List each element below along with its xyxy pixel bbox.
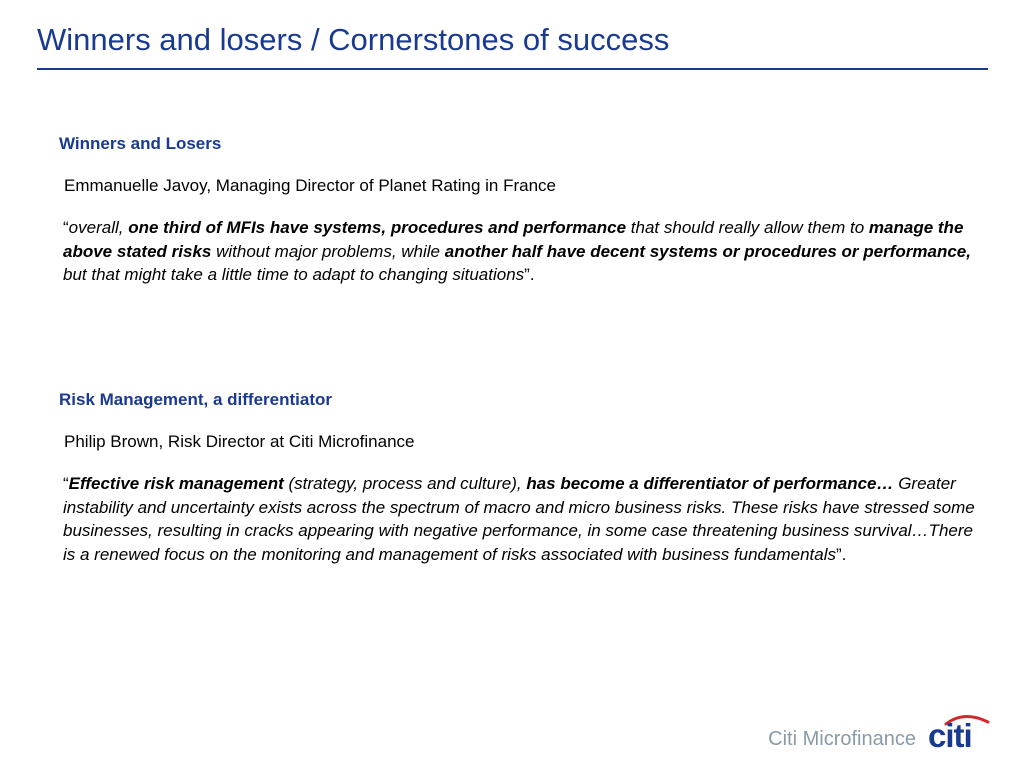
quote-text: without major problems, while (211, 241, 445, 261)
page-title: Winners and losers / Cornerstones of success (37, 22, 670, 57)
quote-emphasis: manage the above stated risks (63, 218, 964, 261)
quote-text: that should really allow them to (626, 218, 869, 237)
quote-attribution-javoy: Emmanuelle Javoy, Managing Director of Planet Rating in France (64, 176, 556, 195)
footer-branding (768, 710, 992, 750)
section-heading-risk-management: Risk Management, a differentiator (59, 390, 333, 409)
quote-emphasis: has become a differentiator of performance… (526, 474, 894, 493)
title-divider (37, 68, 988, 70)
section-heading-winners-losers: Winners and Losers (59, 134, 222, 153)
quote-emphasis: one third of MFIs have systems, procedures and performance (128, 218, 627, 237)
quote-text: but that might take a little time to adapt to changing situations (63, 265, 525, 284)
quote-open-mark: “ (63, 218, 69, 237)
quote-close-mark: ”. (836, 544, 847, 564)
quote-text: Greater instability and uncertainty exists across the spectrum of macro and micro business risks. These risks have stressed some businesses, resulting in cracks appearing with negative performance, in some case threatening business survival…There is a renewed focus on the monitoring and management of risks associated with business fundamentals (63, 474, 975, 564)
citi-logo-icon (928, 710, 992, 750)
quote-emphasis: Effective risk management (68, 474, 284, 493)
quote-text: overall, (68, 218, 129, 237)
quote-close-mark: ”. (524, 265, 535, 284)
quote-text: (strategy, process and culture), (283, 474, 527, 493)
footer-text: Citi Microfinance (768, 728, 916, 750)
quote-javoy (63, 216, 988, 287)
citi-logo-text: citi (928, 717, 972, 750)
quote-open-mark: “ (63, 474, 69, 493)
quote-emphasis: another half have decent systems or procedures or performance, (444, 241, 971, 261)
quote-brown (63, 472, 988, 566)
quote-attribution-brown: Philip Brown, Risk Director at Citi Microfinance (64, 432, 415, 451)
